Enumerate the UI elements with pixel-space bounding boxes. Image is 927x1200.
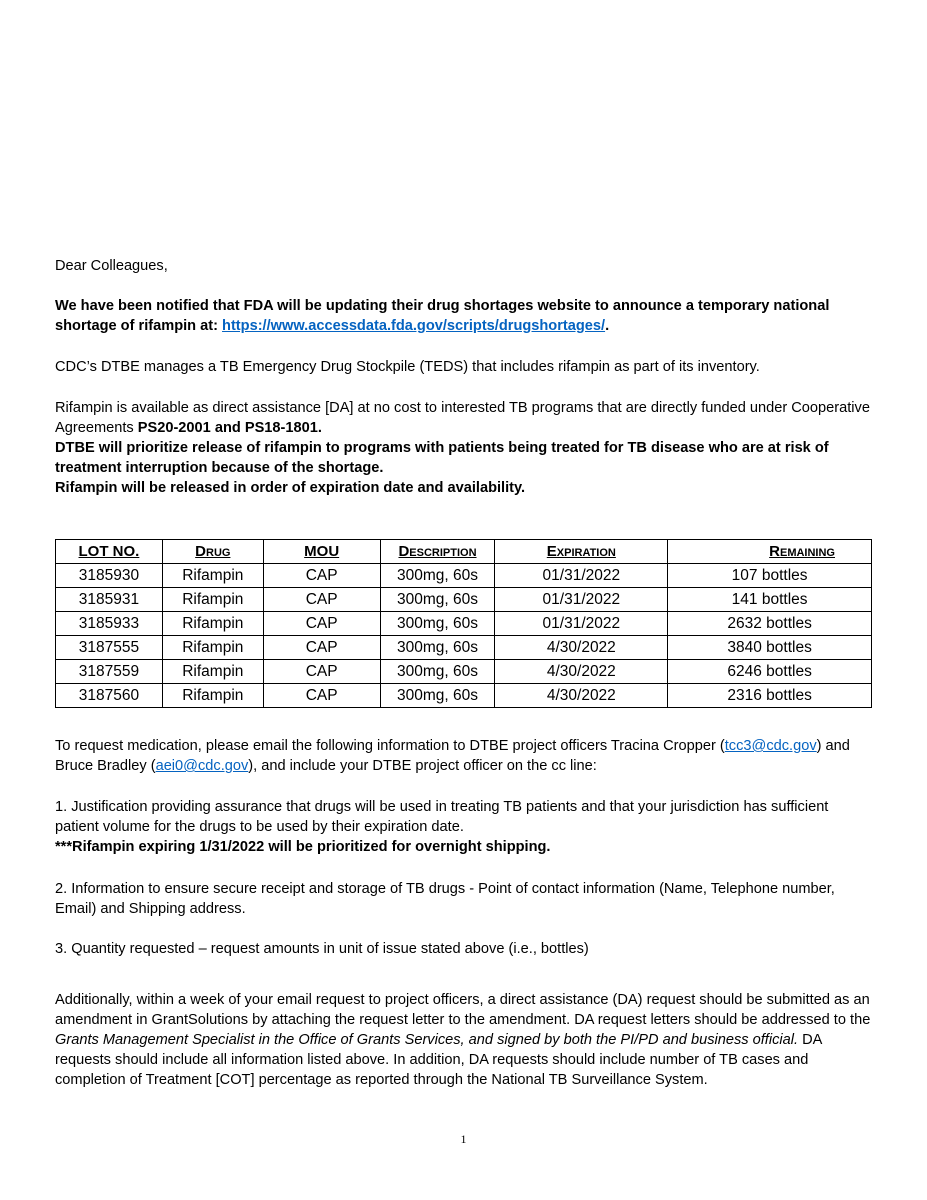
cell-expiration: 4/30/2022	[495, 684, 668, 708]
request-text-2: ) and Bruce Bradley (	[55, 738, 850, 774]
availability-text: Rifampin is available as direct assistance [DA] at no cost to interested TB programs that are directly funded under Cooperative Agreements	[55, 400, 870, 436]
cell-remaining: 3840 bottles	[668, 636, 872, 660]
cell-expiration: 4/30/2022	[495, 636, 668, 660]
additional-text-2: DA requests should include all information listed above. In addition, DA requests should include number of TB cases and completion of Treatment [COT] percentage as reported through the National TB Surveillance System.	[55, 1032, 822, 1088]
requirement-item-2: 2. Information to ensure secure receipt and storage of TB drugs - Point of contact information (Name, Telephone number, Email) and Shipping address.	[55, 881, 835, 917]
header-remaining: Remaining	[668, 540, 872, 564]
table-row	[56, 612, 872, 636]
cell-mou: CAP	[263, 588, 380, 612]
cell-lot: 3187560	[56, 684, 163, 708]
rifampin-lot-table	[55, 539, 872, 708]
cooperative-agreements: PS20-2001 and PS18-1801.	[137, 420, 322, 436]
table-row	[56, 564, 872, 588]
cell-drug: Rifampin	[162, 684, 263, 708]
requirement-item-3: 3. Quantity requested – request amounts in unit of issue stated above (i.e., bottles)	[55, 941, 589, 957]
additional-italic: Grants Management Specialist in the Office of Grants Services, and signed by both the PI/PD and business official.	[55, 1032, 799, 1048]
request-text-3: ), and include your DTBE project officer on the cc line:	[248, 758, 597, 774]
release-order-statement: Rifampin will be released in order of expiration date and availability.	[55, 480, 526, 496]
cell-mou: CAP	[263, 564, 380, 588]
table-row	[56, 684, 872, 708]
table-header-row	[56, 540, 872, 564]
cell-description: 300mg, 60s	[380, 564, 495, 588]
teds-paragraph: CDC’s DTBE manages a TB Emergency Drug Stockpile (TEDS) that includes rifampin as part of its inventory.	[55, 359, 760, 375]
availability-paragraph	[55, 398, 875, 498]
request-paragraph	[55, 736, 875, 776]
cell-description: 300mg, 60s	[380, 588, 495, 612]
cell-lot: 3187555	[56, 636, 163, 660]
table-row	[56, 636, 872, 660]
cell-lot: 3185931	[56, 588, 163, 612]
cell-lot: 3185930	[56, 564, 163, 588]
cell-drug: Rifampin	[162, 612, 263, 636]
cell-lot: 3185933	[56, 612, 163, 636]
cell-lot: 3187559	[56, 660, 163, 684]
salutation: Dear Colleagues,	[55, 258, 168, 274]
cell-expiration: 01/31/2022	[495, 588, 668, 612]
fda-shortage-link[interactable]: https://www.accessdata.fda.gov/scripts/drugshortages/	[222, 318, 606, 334]
cell-remaining: 141 bottles	[668, 588, 872, 612]
header-expiration: Expiration	[495, 540, 668, 564]
cell-remaining: 2632 bottles	[668, 612, 872, 636]
additional-paragraph	[55, 990, 875, 1090]
cell-remaining: 107 bottles	[668, 564, 872, 588]
header-description: Description	[380, 540, 495, 564]
email-link-cropper[interactable]: tcc3@cdc.gov	[724, 738, 817, 754]
cell-expiration: 4/30/2022	[495, 660, 668, 684]
cell-drug: Rifampin	[162, 660, 263, 684]
cell-description: 300mg, 60s	[380, 612, 495, 636]
cell-mou: CAP	[263, 660, 380, 684]
header-mou: MOU	[263, 540, 380, 564]
header-drug: Drug	[162, 540, 263, 564]
additional-text-1: Additionally, within a week of your email request to project officers, a direct assistance (DA) request should be submitted as an amendment in GrantSolutions by attaching the request letter to the amendment. DA request letters should be addressed to the	[55, 992, 871, 1028]
cell-drug: Rifampin	[162, 564, 263, 588]
cell-expiration: 01/31/2022	[495, 612, 668, 636]
cell-remaining: 6246 bottles	[668, 660, 872, 684]
priority-statement: DTBE will prioritize release of rifampin to programs with patients being treated for TB disease who are at risk of treatment interruption because of the shortage.	[55, 440, 829, 476]
cell-description: 300mg, 60s	[380, 660, 495, 684]
table-row	[56, 660, 872, 684]
cell-description: 300mg, 60s	[380, 636, 495, 660]
cell-expiration: 01/31/2022	[495, 564, 668, 588]
cell-drug: Rifampin	[162, 636, 263, 660]
cell-mou: CAP	[263, 684, 380, 708]
requirement-item-1	[55, 797, 875, 857]
page-number: 1	[460, 1132, 467, 1146]
header-lot-no: LOT NO.	[56, 540, 163, 564]
cell-remaining: 2316 bottles	[668, 684, 872, 708]
notice-text: We have been notified that FDA will be updating their drug shortages website to announce a temporary national shortage of rifampin at:	[55, 298, 830, 334]
cell-drug: Rifampin	[162, 588, 263, 612]
request-text-1: To request medication, please email the following information to DTBE project officers Tracina Cropper (	[55, 738, 725, 754]
item1-text: 1. Justification providing assurance that drugs will be used in treating TB patients and that your jurisdiction has sufficient patient volume for the drugs to be used by their expiration date.	[55, 799, 829, 835]
cell-description: 300mg, 60s	[380, 684, 495, 708]
overnight-shipping-note: ***Rifampin expiring 1/31/2022 will be prioritized for overnight shipping.	[55, 839, 551, 855]
cell-mou: CAP	[263, 636, 380, 660]
notice-end: .	[605, 318, 610, 334]
cell-mou: CAP	[263, 612, 380, 636]
shortage-notice	[55, 296, 875, 336]
table-row	[56, 588, 872, 612]
email-link-bradley[interactable]: aei0@cdc.gov	[155, 758, 249, 774]
